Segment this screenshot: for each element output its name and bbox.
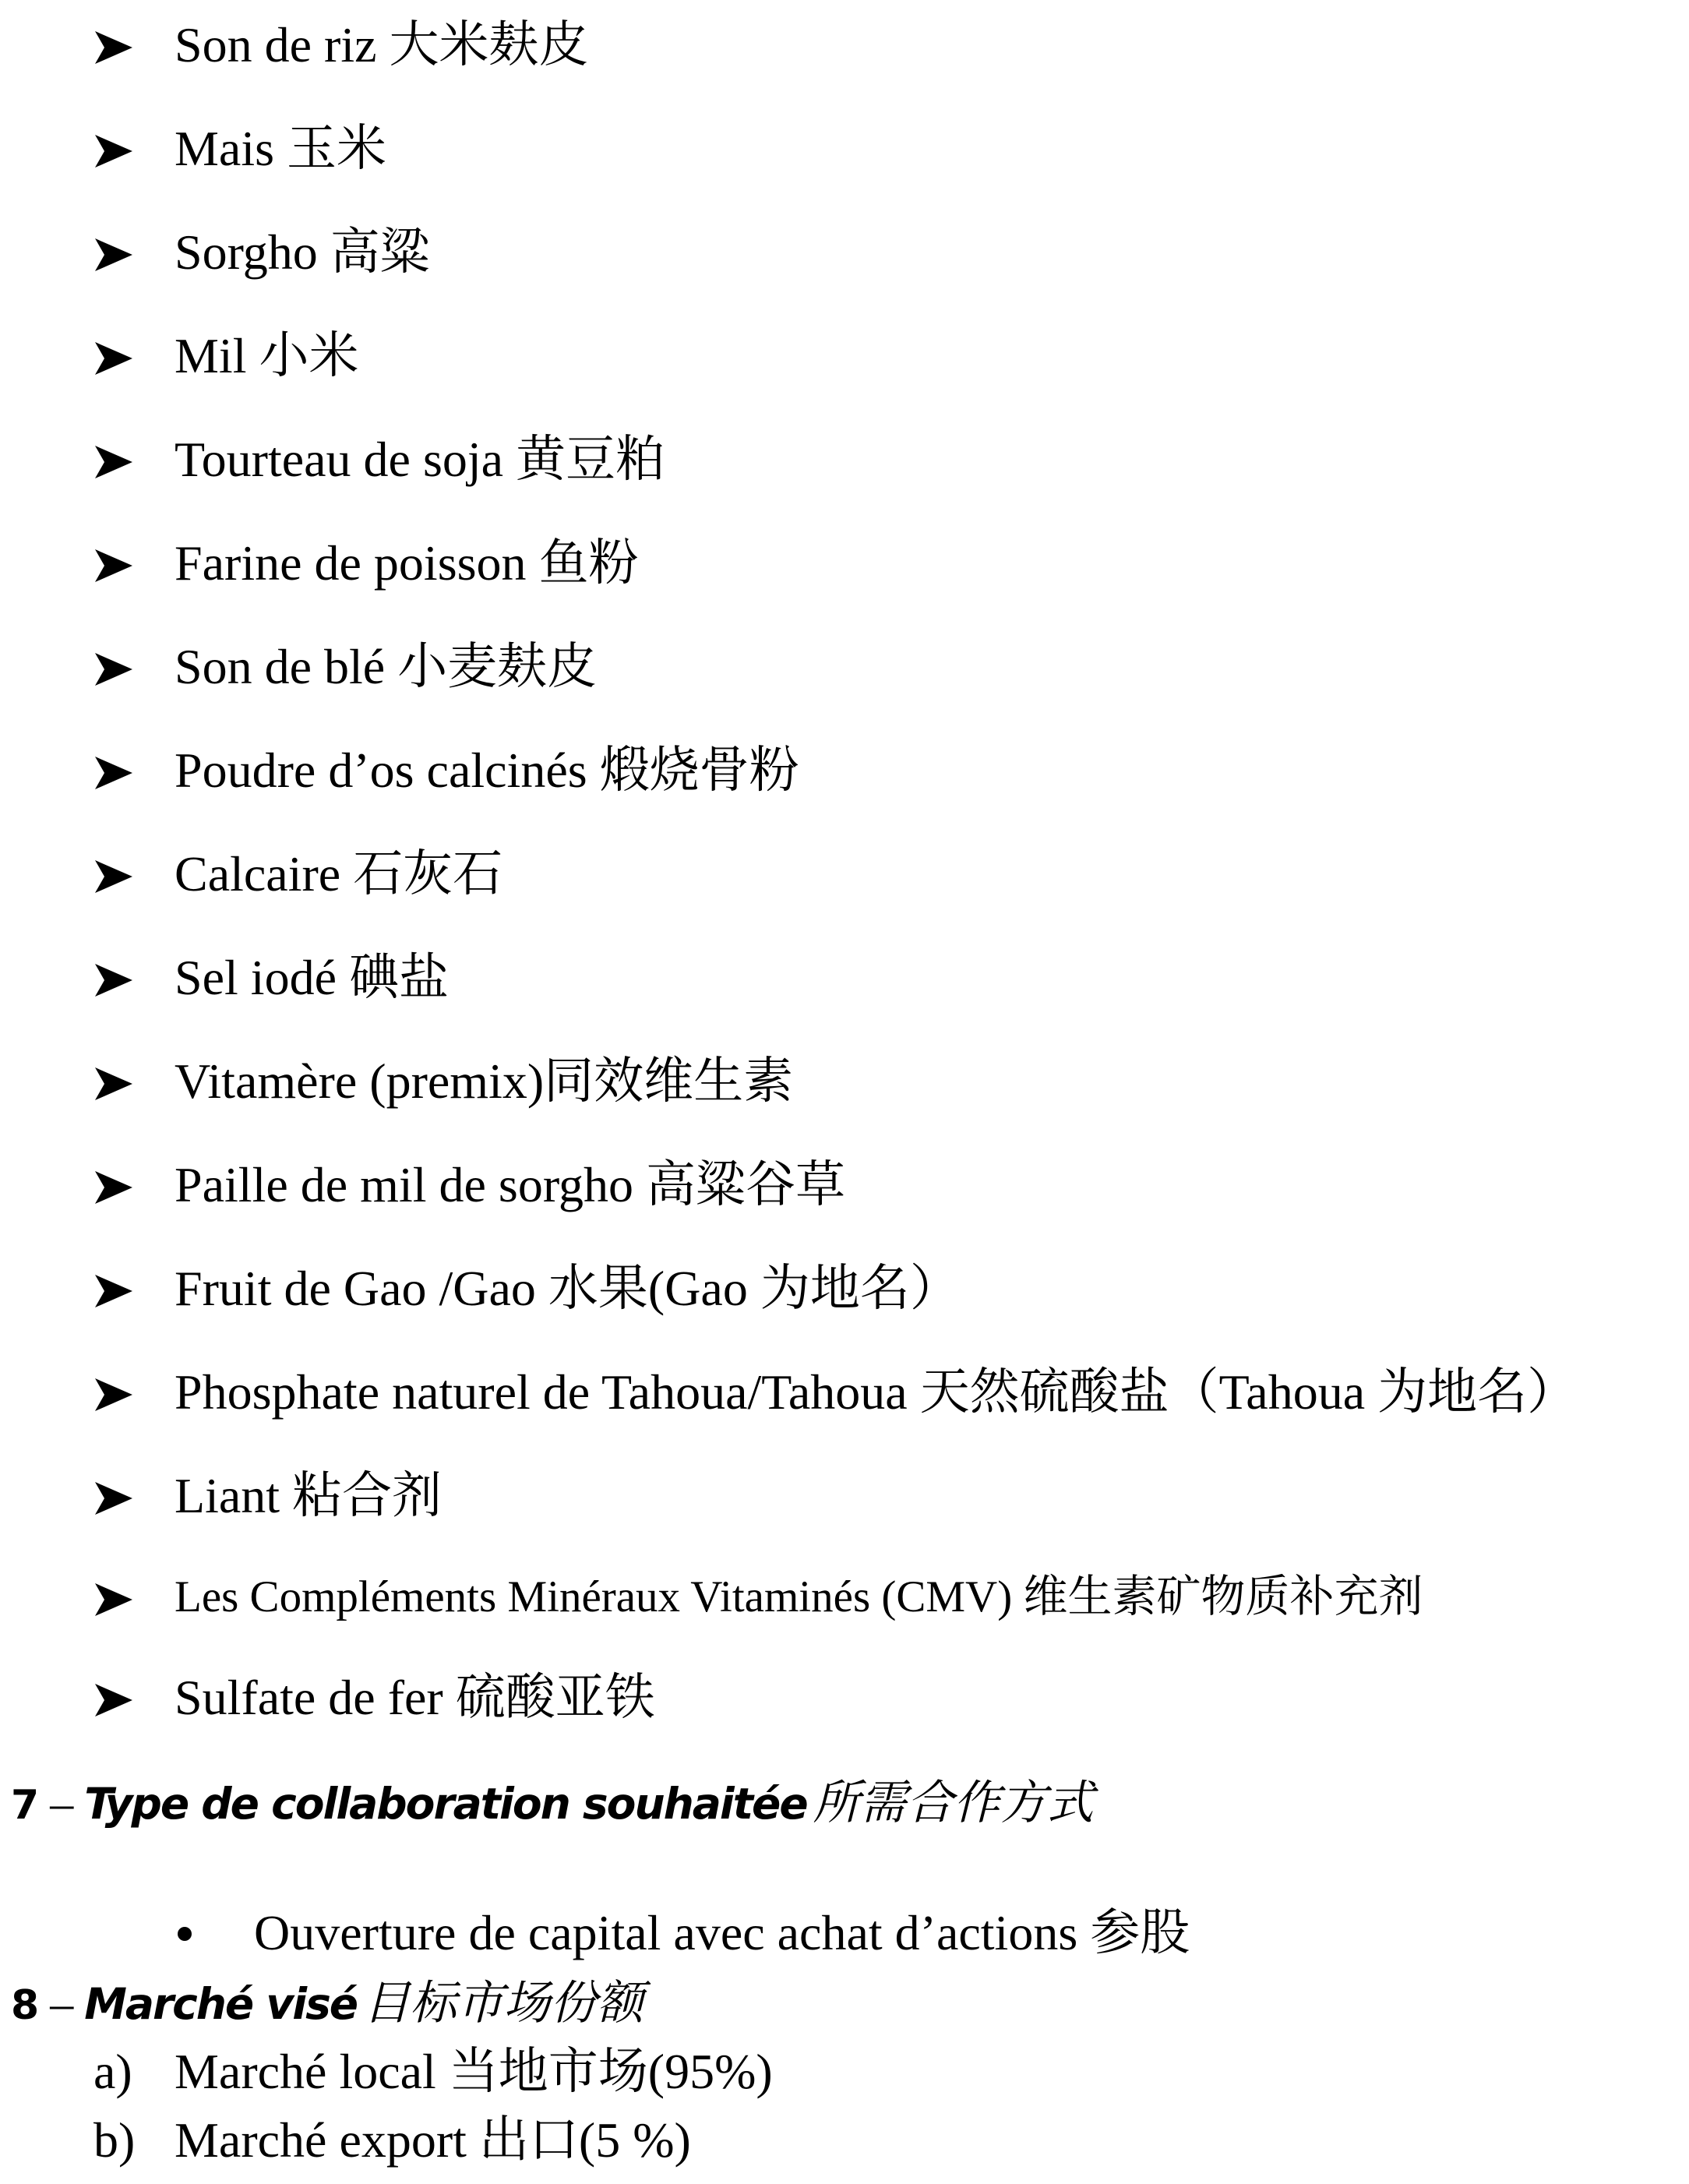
list-item-text: Marché local 当地市场(95%) xyxy=(175,2044,773,2099)
list-item-text: Tourteau de soja 黄豆粕 xyxy=(175,432,666,487)
arrow-bullet-icon xyxy=(95,860,132,893)
arrow-bullet-icon xyxy=(95,1583,132,1616)
arrow-bullet-icon xyxy=(95,1378,132,1411)
arrow-bullet-icon xyxy=(95,446,132,478)
list-item-text: Mil 小米 xyxy=(175,328,359,383)
section-title-cn: 目标市场份额 xyxy=(363,1976,644,2031)
section-title: Type de collaboration souhaitée xyxy=(84,1779,807,1829)
list-item-text: Son de riz 大米麸皮 xyxy=(175,17,589,72)
arrow-bullet-icon xyxy=(95,1067,132,1100)
list-item-text: Mais 玉米 xyxy=(175,121,386,176)
arrow-bullet-icon xyxy=(95,238,132,271)
arrow-bullet-icon xyxy=(95,1171,132,1204)
list-item-text: Les Compléments Minéraux Vitaminés (CMV) 维生素矿物质补充剂 xyxy=(175,1572,1423,1621)
arrow-bullet-icon xyxy=(95,964,132,997)
section-title-cn: 所需合作方式 xyxy=(813,1776,1094,1830)
section-7-heading xyxy=(11,1764,1094,1842)
list-item-text: Calcaire 石灰石 xyxy=(175,846,503,901)
arrow-bullet-icon xyxy=(95,653,132,686)
arrow-bullet-icon xyxy=(95,31,132,64)
section-number: 8 xyxy=(11,1982,40,2029)
list-item-text: Farine de poisson 鱼粉 xyxy=(175,535,639,591)
arrow-bullet-icon xyxy=(95,549,132,582)
section-number: 7 xyxy=(11,1782,40,1829)
bullet-dot-icon xyxy=(178,1927,192,1941)
section-title: Marché visé xyxy=(84,1979,358,2029)
list-item-text: Vitamère (premix)同效维生素 xyxy=(175,1053,794,1109)
section-dash: – xyxy=(50,1777,74,1829)
list-item-text: Liant 粘合剂 xyxy=(175,1468,443,1523)
list-item-text: Son de blé 小麦麸皮 xyxy=(175,639,598,694)
list-item-text: Phosphate naturel de Tahoua/Tahoua 天然硫酸盐（Tahoua 为地名） xyxy=(175,1364,1578,1420)
list-item-text: Fruit de Gao /Gao 水果(Gao 为地名） xyxy=(175,1261,960,1316)
arrow-bullet-icon xyxy=(95,1482,132,1515)
arrow-bullet-icon xyxy=(95,1275,132,1307)
section-dash: – xyxy=(50,1978,74,2029)
arrow-bullet-icon xyxy=(95,757,132,789)
list-item-text: Marché export 出口(5 %) xyxy=(175,2112,691,2168)
arrow-bullet-icon xyxy=(95,1684,132,1717)
section-8-heading xyxy=(11,1964,644,2042)
arrow-bullet-icon xyxy=(95,135,132,168)
list-marker: a) xyxy=(93,2044,132,2099)
list-item-text: Sel iodé 碘盐 xyxy=(175,950,449,1005)
list-item-text: Poudre d’os calcinés 煅烧骨粉 xyxy=(175,743,799,798)
arrow-bullet-icon xyxy=(95,342,132,375)
list-item-text: Sorgho 高粱 xyxy=(175,224,430,280)
list-item-text: Paille de mil de sorgho 高粱谷草 xyxy=(175,1157,845,1212)
list-marker: b) xyxy=(93,2112,136,2168)
list-item-text: Ouverture de capital avec achat d’actions 参股 xyxy=(254,1905,1190,1960)
list-item-text: Sulfate de fer 硫酸亚铁 xyxy=(175,1670,655,1725)
